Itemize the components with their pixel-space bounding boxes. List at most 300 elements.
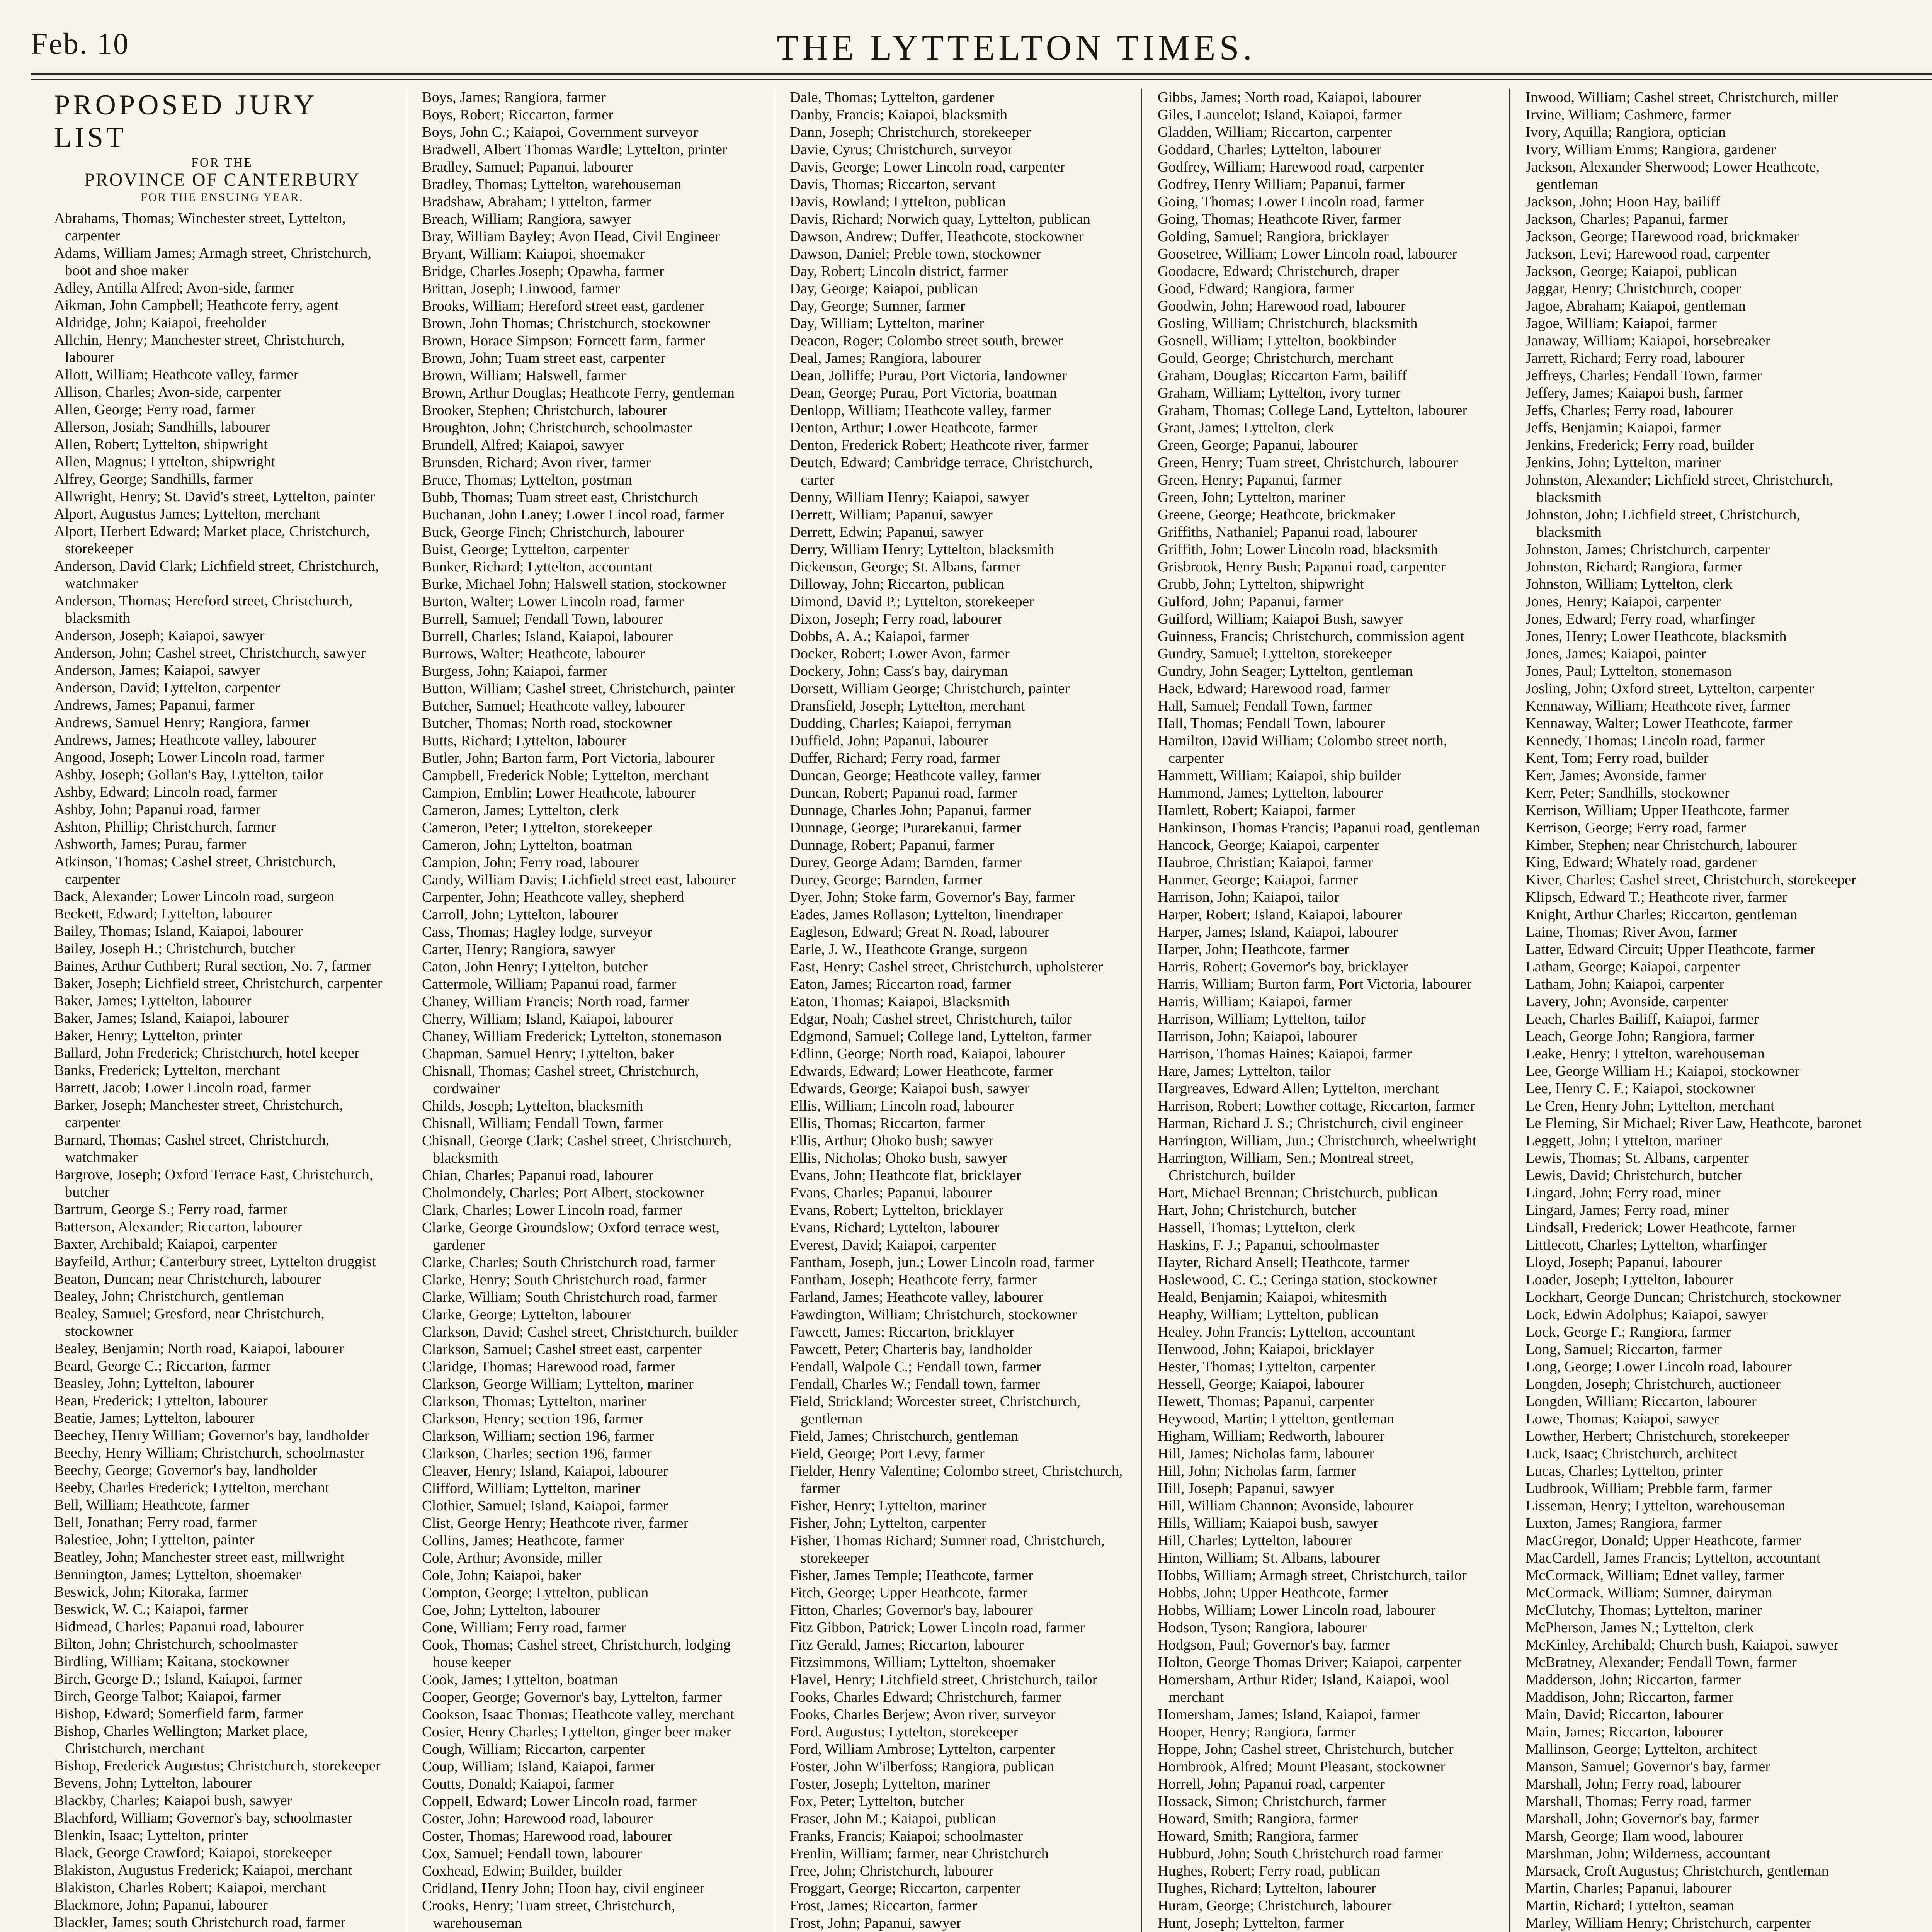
jury-entry: Graham, Thomas; College Land, Lyttelton, labourer bbox=[1158, 402, 1468, 418]
jury-entry: Earle, J. W., Heathcote Grange, surgeon bbox=[790, 941, 1028, 957]
jury-entry: Hankinson, Thomas Francis; Papanui road, gentleman bbox=[1158, 820, 1480, 836]
jury-entry: Cook, James; Lyttelton, boatman bbox=[422, 1672, 618, 1688]
jury-entry: Brundell, Alfred; Kaiapoi, sawyer bbox=[422, 437, 624, 453]
jury-entry: Ellis, Arthur; Ohoko bush; sawyer bbox=[790, 1133, 994, 1149]
jury-entry: Black, George Crawford; Kaiapoi, storekeeper bbox=[54, 1845, 332, 1861]
jury-entry: Chisnall, Thomas; Cashel street, Christchurch, cordwainer bbox=[422, 1063, 699, 1097]
entries-column-5 bbox=[1526, 89, 1862, 1932]
jury-entry: Ashby, Edward; Lincoln road, farmer bbox=[54, 784, 277, 800]
jury-entry: Hughes, Robert; Ferry road, publican bbox=[1158, 1863, 1380, 1879]
jury-entry: Jackson, John; Hoon Hay, bailiff bbox=[1526, 194, 1720, 210]
issue-date: Feb. 10 bbox=[31, 27, 129, 60]
jury-entry: Leach, Charles Bailiff, Kaiapoi, farmer bbox=[1526, 1011, 1759, 1027]
jury-entry: Edgmond, Samuel; College land, Lyttelton, farmer bbox=[790, 1028, 1092, 1044]
jury-entry: Goodacre, Edward; Christchurch, draper bbox=[1158, 263, 1400, 279]
jury-entry: Bunker, Richard; Lyttelton, accountant bbox=[422, 559, 653, 575]
jury-entry: Hill, Charles; Lyttelton, labourer bbox=[1158, 1532, 1352, 1549]
jury-entry: Cameron, John; Lyttelton, boatman bbox=[422, 837, 633, 853]
jury-entry: Davis, Rowland; Lyttelton, publican bbox=[790, 194, 1006, 210]
jury-entry: Manson, Samuel; Governor's bay, farmer bbox=[1526, 1759, 1770, 1775]
jury-entry: Harrison, Thomas Haines; Kaiapoi, farmer bbox=[1158, 1046, 1412, 1062]
jury-entry: Fooks, Charles Edward; Christchurch, farmer bbox=[790, 1689, 1061, 1705]
jury-entry: Jones, Henry; Kaiapoi, carpenter bbox=[1526, 594, 1721, 610]
jury-entry: Hobbs, William; Lower Lincoln road, labourer bbox=[1158, 1602, 1436, 1618]
jury-entry: Bargrove, Joseph; Oxford Terrace East, Christchurch, butcher bbox=[54, 1167, 373, 1200]
jury-entry: Jackson, George; Harewood road, brickmaker bbox=[1526, 228, 1799, 245]
jury-entry: Irvine, William; Cashmere, farmer bbox=[1526, 107, 1731, 123]
jury-entry: Hill, James; Nicholas farm, labourer bbox=[1158, 1446, 1374, 1462]
jury-entry: Broughton, John; Christchurch, schoolmaster bbox=[422, 420, 692, 436]
jury-entry: Campion, Emblin; Lower Heathcote, labourer bbox=[422, 785, 696, 801]
jury-entry: Jenkins, Frederick; Ferry road, builder bbox=[1526, 437, 1755, 453]
jury-entry: Clist, George Henry; Heathcote river, farmer bbox=[422, 1515, 689, 1531]
jury-entry: Hodson, Tyson; Rangiora, labourer bbox=[1158, 1619, 1367, 1636]
jury-entry: Cridland, Henry John; Hoon hay, civil engineer bbox=[422, 1880, 704, 1896]
jury-entry: Everest, David; Kaiapoi, carpenter bbox=[790, 1237, 996, 1253]
jury-entry: Harrison, John; Kaiapoi, tailor bbox=[1158, 889, 1339, 905]
jury-entry: Duffield, John; Papanui, labourer bbox=[790, 733, 988, 749]
jury-entry: Clark, Charles; Lower Lincoln road, farmer bbox=[422, 1202, 682, 1218]
jury-entry: Baker, Henry; Lyttelton, printer bbox=[54, 1027, 243, 1044]
jury-entry: Hare, James; Lyttelton, tailor bbox=[1158, 1063, 1331, 1079]
jury-entry: Edwards, George; Kaiapoi bush, sawyer bbox=[790, 1080, 1029, 1097]
jury-entry: Bilton, John; Christchurch, schoolmaster bbox=[54, 1636, 298, 1652]
jury-entry: Hart, Michael Brennan; Christchurch, publican bbox=[1158, 1185, 1438, 1201]
jury-entry: Chisnall, William; Fendall Town, farmer bbox=[422, 1115, 664, 1131]
jury-entry: Le Cren, Henry John; Lyttelton, merchant bbox=[1526, 1098, 1775, 1114]
jury-entry: Boys, James; Rangiora, farmer bbox=[422, 89, 606, 105]
jury-entry: Anderson, James; Kaiapoi, sawyer bbox=[54, 662, 260, 679]
list-title: PROPOSED JURY LIST bbox=[54, 89, 317, 153]
jury-entry: Bailey, Thomas; Island, Kaiapoi, labourer bbox=[54, 923, 303, 939]
jury-entry: Longden, William; Riccarton, labourer bbox=[1526, 1393, 1757, 1410]
jury-entry: Fraser, John M.; Kaiapoi, publican bbox=[790, 1811, 997, 1827]
jury-entry: Dunnage, George; Purarekanui, farmer bbox=[790, 820, 1022, 836]
jury-entry: Clarkson, George William; Lyttelton, mariner bbox=[422, 1376, 694, 1392]
jury-entry: Barrett, Jacob; Lower Lincoln road, farmer bbox=[54, 1080, 311, 1096]
jury-entry: Harrison, William; Lyttelton, tailor bbox=[1158, 1011, 1366, 1027]
jury-entry: Kerrison, William; Upper Heathcote, farmer bbox=[1526, 802, 1789, 818]
jury-entry: Hassell, Thomas; Lyttelton, clerk bbox=[1158, 1219, 1355, 1236]
jury-entry: Burgess, John; Kaiapoi, farmer bbox=[422, 663, 607, 679]
jury-entry: Coster, Thomas; Harewood road, labourer bbox=[422, 1828, 672, 1844]
jury-entry: Abrahams, Thomas; Winchester street, Lyttelton, carpenter bbox=[54, 210, 346, 244]
jury-entry: Marsack, Croft Augustus; Christchurch, gentleman bbox=[1526, 1863, 1829, 1879]
jury-entry: Ford, Augustus; Lyttelton, storekeeper bbox=[790, 1724, 1019, 1740]
jury-entry: Goosetree, William; Lower Lincoln road, labourer bbox=[1158, 246, 1457, 262]
list-subtitle: FOR THE bbox=[191, 155, 253, 169]
jury-entry: Heaphy, William; Lyttelton, publican bbox=[1158, 1306, 1379, 1323]
jury-entry: Bidmead, Charles; Papanui road, labourer bbox=[54, 1619, 304, 1635]
jury-entry: Lindsall, Frederick; Lower Heathcote, farmer bbox=[1526, 1219, 1797, 1236]
jury-entry: Field, James; Christchurch, gentleman bbox=[790, 1428, 1019, 1444]
jury-entry: Alport, Herbert Edward; Market place, Christchurch, storekeeper bbox=[54, 523, 370, 557]
jury-entry: Cole, John; Kaiapoi, baker bbox=[422, 1567, 581, 1583]
jury-entry: Marshman, John; Wilderness, accountant bbox=[1526, 1845, 1770, 1862]
jury-entry: Jeffreys, Charles; Fendall Town, farmer bbox=[1526, 367, 1762, 384]
jury-entry: Bray, William Bayley; Avon Head, Civil Engineer bbox=[422, 228, 720, 245]
jury-entry: Harris, Robert; Governor's bay, bricklayer bbox=[1158, 959, 1408, 975]
jury-entry: Compton, George; Lyttelton, publican bbox=[422, 1585, 649, 1601]
jury-entry: McKinley, Archibald; Church bush, Kaiapoi, sawyer bbox=[1526, 1637, 1839, 1653]
jury-entry: Cass, Thomas; Hagley lodge, surveyor bbox=[422, 924, 652, 940]
jury-entry: Free, John; Christchurch, labourer bbox=[790, 1863, 994, 1879]
jury-entry: Hamilton, David William; Colombo street north, carpenter bbox=[1158, 733, 1447, 766]
jury-entry: Holton, George Thomas Driver; Kaiapoi, carpenter bbox=[1158, 1654, 1462, 1670]
jury-entry: Harrison, Robert; Lowther cottage, Riccarton, farmer bbox=[1158, 1098, 1475, 1114]
jury-entry: Barker, Joseph; Manchester street, Christchurch, carpenter bbox=[54, 1097, 343, 1131]
jury-entry: Harman, Richard J. S.; Christchurch, civil engineer bbox=[1158, 1115, 1463, 1131]
jury-entry: Edwards, Edward; Lower Heathcote, farmer bbox=[790, 1063, 1054, 1079]
jury-entry: Gladden, William; Riccarton, carpenter bbox=[1158, 124, 1392, 140]
jury-entry: Luxton, James; Rangiora, farmer bbox=[1526, 1515, 1722, 1531]
jury-entry: Hester, Thomas; Lyttelton, carpenter bbox=[1158, 1359, 1376, 1375]
jury-entry: Fisher, John; Lyttelton, carpenter bbox=[790, 1515, 986, 1531]
jury-entry: Lingard, John; Ferry road, miner bbox=[1526, 1185, 1721, 1201]
jury-entry: Ellis, William; Lincoln road, labourer bbox=[790, 1098, 1014, 1114]
jury-entry: Green, Henry; Papanui, farmer bbox=[1158, 472, 1342, 488]
list-heading bbox=[54, 89, 390, 206]
jury-entry: Beard, George C.; Riccarton, farmer bbox=[54, 1358, 271, 1374]
jury-entry: Brooker, Stephen; Christchurch, labourer bbox=[422, 402, 667, 418]
jury-entry: Derry, William Henry; Lyttelton, blacksmith bbox=[790, 541, 1054, 558]
jury-entry: Deal, James; Rangiora, labourer bbox=[790, 350, 981, 366]
jury-entry: Beswick, John; Kitoraka, farmer bbox=[54, 1584, 248, 1600]
newspaper-title: THE LYTTELTON TIMES. bbox=[777, 28, 1256, 67]
jury-entry: Chaney, William Francis; North road, farmer bbox=[422, 993, 689, 1010]
jury-entry: Foster, John W'ilberfoss; Rangiora, publican bbox=[790, 1759, 1054, 1775]
jury-entry: Eades, James Rollason; Lyttelton, linendraper bbox=[790, 906, 1063, 923]
jury-entry: Boys, Robert; Riccarton, farmer bbox=[422, 107, 614, 123]
jury-entry: Haubroe, Christian; Kaiapoi, farmer bbox=[1158, 854, 1373, 871]
jury-entry: Derrett, William; Papanui, sawyer bbox=[790, 507, 993, 523]
jury-entry: Buck, George Finch; Christchurch, labourer bbox=[422, 524, 684, 540]
jury-entry: Lock, George F.; Rangiora, farmer bbox=[1526, 1324, 1731, 1340]
jury-entry: Fawcett, Peter; Charteris bay, landholder bbox=[790, 1341, 1033, 1357]
jury-entry: Ford, William Ambrose; Lyttelton, carpenter bbox=[790, 1741, 1055, 1757]
jury-entry: Dobbs, A. A.; Kaiapoi, farmer bbox=[790, 628, 969, 645]
jury-entry: Beswick, W. C.; Kaiapoi, farmer bbox=[54, 1601, 248, 1617]
jury-entry: Brown, Arthur Douglas; Heathcote Ferry, gentleman bbox=[422, 385, 735, 401]
jury-entry: McBratney, Alexander; Fendall Town, farmer bbox=[1526, 1654, 1797, 1670]
jury-entry: Hall, Samuel; Fendall Town, farmer bbox=[1158, 698, 1372, 714]
jury-entry: Lockhart, George Duncan; Christchurch, stockowner bbox=[1526, 1289, 1841, 1305]
jury-entry: Higham, William; Redworth, labourer bbox=[1158, 1428, 1384, 1444]
jury-entry: Lowther, Herbert; Christchurch, storekeeper bbox=[1526, 1428, 1789, 1444]
jury-entry: Lloyd, Joseph; Papanui, labourer bbox=[1526, 1254, 1722, 1270]
jury-entry: Cole, Arthur; Avonside, miller bbox=[422, 1550, 602, 1566]
jury-entry: Ashby, Joseph; Gollan's Bay, Lyttelton, tailor bbox=[54, 767, 324, 783]
jury-entry: Anderson, Joseph; Kaiapoi, sawyer bbox=[54, 628, 265, 644]
jury-entry: Cosier, Henry Charles; Lyttelton, ginger beer maker bbox=[422, 1724, 731, 1740]
jury-entry: Marley, William Henry; Christchurch, carpenter bbox=[1526, 1915, 1811, 1931]
jury-entry: Clifford, William; Lyttelton, mariner bbox=[422, 1480, 640, 1497]
jury-entry: Beeby, Charles Frederick; Lyttelton, merchant bbox=[54, 1480, 329, 1496]
jury-entry: Fendall, Charles W.; Fendall town, farmer bbox=[790, 1376, 1040, 1392]
jury-entry: Fooks, Charles Berjew; Avon river, surveyor bbox=[790, 1706, 1056, 1723]
jury-entry: Going, Thomas; Lower Lincoln road, farmer bbox=[1158, 194, 1424, 210]
jury-entry: Harris, William; Kaiapoi, farmer bbox=[1158, 993, 1352, 1010]
jury-entry: Cooper, George; Governor's bay, Lyttelton, farmer bbox=[422, 1689, 722, 1705]
jury-entry: Kerr, Peter; Sandhills, stockowner bbox=[1526, 785, 1730, 801]
jury-entry: Buchanan, John Laney; Lower Lincol road, farmer bbox=[422, 507, 724, 523]
jury-entry: Campbell, Frederick Noble; Lyttelton, merchant bbox=[422, 767, 709, 784]
jury-entry: Hubburd, John; South Christchurch road farmer bbox=[1158, 1845, 1443, 1862]
jury-entry: Hinton, William; St. Albans, labourer bbox=[1158, 1550, 1381, 1566]
jury-entry: Kerrison, George; Ferry road, farmer bbox=[1526, 820, 1746, 836]
jury-entry: Derrett, Edwin; Papanui, sawyer bbox=[790, 524, 984, 540]
jury-entry: Cattermole, William; Papanui road, farmer bbox=[422, 976, 677, 992]
jury-entry: Alfrey, George; Sandhills, farmer bbox=[54, 471, 253, 487]
jury-entry: Eagleson, Edward; Great N. Road, labourer bbox=[790, 924, 1049, 940]
jury-entry: Inwood, William; Cashel street, Christchurch, miller bbox=[1526, 89, 1838, 105]
column-2 bbox=[406, 89, 774, 1932]
jury-entry: Jarrett, Richard; Ferry road, labourer bbox=[1526, 350, 1745, 366]
jury-entry: Dransfield, Joseph; Lyttelton, merchant bbox=[790, 698, 1025, 714]
column-4 bbox=[1142, 89, 1510, 1932]
jury-entry: Chian, Charles; Papanui road, labourer bbox=[422, 1167, 653, 1184]
jury-entry: Birdling, William; Kaitana, stockowner bbox=[54, 1653, 289, 1670]
jury-entry: Fantham, Joseph, jun.; Lower Lincoln road, farmer bbox=[790, 1254, 1094, 1270]
jury-entry: Cameron, James; Lyttelton, clerk bbox=[422, 802, 619, 818]
jury-entry: Lewis, Thomas; St. Albans, carpenter bbox=[1526, 1150, 1749, 1166]
jury-entry: MacCardell, James Francis; Lyttelton, accountant bbox=[1526, 1550, 1821, 1566]
jury-entry: Goddard, Charles; Lyttelton, labourer bbox=[1158, 141, 1381, 158]
jury-entry: Jenkins, John; Lyttelton, mariner bbox=[1526, 454, 1721, 471]
jury-entry: Grant, James; Lyttelton, clerk bbox=[1158, 420, 1334, 436]
jury-entry: Butcher, Samuel; Heathcote valley, labourer bbox=[422, 698, 685, 714]
jury-entry: Barnard, Thomas; Cashel street, Christchurch, watchmaker bbox=[54, 1132, 330, 1165]
jury-entry: Lee, Henry C. F.; Kaiapoi, stockowner bbox=[1526, 1080, 1755, 1097]
jury-entry: Butler, John; Barton farm, Port Victoria, labourer bbox=[422, 750, 715, 766]
jury-entry: Aikman, John Campbell; Heathcote ferry, agent bbox=[54, 297, 339, 313]
jury-entry: Dudding, Charles; Kaiapoi, ferryman bbox=[790, 715, 1012, 731]
jury-entry: Coster, John; Harewood road, labourer bbox=[422, 1811, 653, 1827]
jury-entry: Kerr, James; Avonside, farmer bbox=[1526, 767, 1706, 784]
jury-entry: Leggett, John; Lyttelton, mariner bbox=[1526, 1133, 1722, 1149]
jury-entry: Hack, Edward; Harewood road, farmer bbox=[1158, 680, 1390, 697]
jury-entry: Hanmer, George; Kaiapoi, farmer bbox=[1158, 872, 1358, 888]
jury-entry: Hill, William Channon; Avonside, labourer bbox=[1158, 1498, 1414, 1514]
jury-entry: Heald, Benjamin; Kaiapoi, whitesmith bbox=[1158, 1289, 1387, 1305]
jury-entry: Anderson, David; Lyttelton, carpenter bbox=[54, 680, 280, 696]
jury-entry: Allchin, Henry; Manchester street, Christchurch, labourer bbox=[54, 332, 345, 366]
jury-entry: Lee, George William H.; Kaiapoi, stockowner bbox=[1526, 1063, 1800, 1079]
jury-entry: Marshall, John; Governor's bay, farmer bbox=[1526, 1811, 1759, 1827]
masthead-rule bbox=[31, 73, 1932, 75]
jury-entry: Long, Samuel; Riccarton, farmer bbox=[1526, 1341, 1722, 1357]
jury-entry: Beckett, Edward; Lyttelton, labourer bbox=[54, 906, 272, 922]
column-1 bbox=[39, 89, 406, 1932]
jury-entry: Janaway, William; Kaiapoi, horsebreaker bbox=[1526, 333, 1770, 349]
jury-entry: Marshall, Thomas; Ferry road, farmer bbox=[1526, 1793, 1751, 1810]
jury-entry: Eaton, James; Riccarton road, farmer bbox=[790, 976, 1011, 992]
jury-entry: Baker, James; Island, Kaiapoi, labourer bbox=[54, 1010, 289, 1026]
jury-entry: Allwright, Henry; St. David's street, Lyttelton, painter bbox=[54, 488, 375, 505]
jury-entry: Collins, James; Heathcote, farmer bbox=[422, 1532, 624, 1549]
jury-entry: Bradley, Samuel; Papanui, labourer bbox=[422, 159, 633, 175]
jury-entry: Bridge, Charles Joseph; Opawha, farmer bbox=[422, 263, 664, 279]
jury-entry: Klipsch, Edward T.; Heathcote river, farmer bbox=[1526, 889, 1787, 905]
jury-entry: Leach, George John; Rangiora, farmer bbox=[1526, 1028, 1754, 1044]
jury-entry: Latham, John; Kaiapoi, carpenter bbox=[1526, 976, 1725, 992]
jury-entry: Harper, John; Heathcote, farmer bbox=[1158, 941, 1349, 957]
jury-entry: Bruce, Thomas; Lyttelton, postman bbox=[422, 472, 632, 488]
jury-entry: Latham, George; Kaiapoi, carpenter bbox=[1526, 959, 1740, 975]
jury-entry: Gould, George; Christchurch, merchant bbox=[1158, 350, 1393, 366]
jury-entry: Clothier, Samuel; Island, Kaiapoi, farmer bbox=[422, 1498, 668, 1514]
jury-entry: Gulford, John; Papanui, farmer bbox=[1158, 594, 1344, 610]
jury-entry: Main, David; Riccarton, labourer bbox=[1526, 1706, 1724, 1723]
jury-entry: Claridge, Thomas; Harewood road, farmer bbox=[422, 1359, 675, 1375]
jury-entry: Duncan, George; Heathcote valley, farmer bbox=[790, 767, 1041, 784]
jury-entry: Lock, Edwin Adolphus; Kaiapoi, sawyer bbox=[1526, 1306, 1768, 1323]
jury-entry: Crooks, Henry; Tuam street, Christchurch, warehouseman bbox=[422, 1898, 675, 1931]
jury-entry: Fitzsimmons, William; Lyttelton, shoemaker bbox=[790, 1654, 1056, 1670]
jury-entry: Back, Alexander; Lower Lincoln road, surgeon bbox=[54, 888, 335, 905]
jury-entry: Frenlin, William; farmer, near Christchurch bbox=[790, 1845, 1049, 1862]
jury-entry: Clarkson, Samuel; Cashel street east, carpenter bbox=[422, 1341, 702, 1357]
jury-entry: Davis, Richard; Norwich quay, Lyttelton, publican bbox=[790, 211, 1091, 227]
jury-entry: Ellis, Nicholas; Ohoko bush, sawyer bbox=[790, 1150, 1007, 1166]
jury-entry: Haskins, F. J.; Papanui, schoolmaster bbox=[1158, 1237, 1379, 1253]
jury-entry: Marsh, George; Ilam wood, labourer bbox=[1526, 1828, 1743, 1844]
jury-entry: Goodwin, John; Harewood road, labourer bbox=[1158, 298, 1406, 314]
jury-entry: Griffith, John; Lower Lincoln road, blacksmith bbox=[1158, 541, 1438, 558]
jury-entry: Bradwell, Albert Thomas Wardle; Lyttelton, printer bbox=[422, 141, 727, 158]
column-3 bbox=[774, 89, 1142, 1932]
jury-entry: Anderson, John; Cashel street, Christchurch, sawyer bbox=[54, 645, 366, 661]
jury-entry: Burrows, Walter; Heathcote, labourer bbox=[422, 646, 645, 662]
jury-entry: Jeffery, James; Kaiapoi bush, farmer bbox=[1526, 385, 1743, 401]
jury-entry: Frost, John; Papanui, sawyer bbox=[790, 1915, 961, 1931]
jury-entry: Flavel, Henry; Litchfield street, Christchurch, tailor bbox=[790, 1672, 1097, 1688]
jury-entry: Beaton, Duncan; near Christchurch, labourer bbox=[54, 1271, 321, 1287]
jury-entry: Davie, Cyrus; Christchurch, surveyor bbox=[790, 141, 1013, 158]
jury-entry: Jones, James; Kaiapoi, painter bbox=[1526, 646, 1706, 662]
jury-entry: Burrell, Samuel; Fendall Town, labourer bbox=[422, 611, 663, 627]
jury-entry: Hall, Thomas; Fendall Town, labourer bbox=[1158, 715, 1385, 731]
jury-entry: Bayfeild, Arthur; Canterbury street, Lyttelton druggist bbox=[54, 1253, 376, 1270]
jury-entry: Atkinson, Thomas; Cashel street, Christchurch, carpenter bbox=[54, 854, 336, 887]
jury-entry: Bishop, Edward; Somerfield farm, farmer bbox=[54, 1706, 303, 1722]
jury-entry: Baker, James; Lyttelton, labourer bbox=[54, 993, 252, 1009]
jury-entry: King, Edward; Whately road, gardener bbox=[1526, 854, 1757, 871]
jury-entry: Clarkson, Thomas; Lyttelton, mariner bbox=[422, 1393, 646, 1410]
jury-entry: Knight, Arthur Charles; Riccarton, gentleman bbox=[1526, 906, 1798, 923]
jury-entry: Banks, Frederick; Lyttelton, merchant bbox=[54, 1062, 280, 1078]
jury-entry: Butcher, Thomas; North road, stockowner bbox=[422, 715, 672, 731]
jury-entry: Burke, Michael John; Halswell station, stockowner bbox=[422, 576, 727, 592]
jury-entry: Allen, George; Ferry road, farmer bbox=[54, 401, 255, 418]
jury-entry: Hunt, Joseph; Lyttelton, farmer bbox=[1158, 1915, 1344, 1931]
jury-entry: Andrews, Samuel Henry; Rangiora, farmer bbox=[54, 714, 310, 731]
jury-entry: Ballard, John Frederick; Christchurch, hotel keeper bbox=[54, 1045, 360, 1061]
jury-entry: Denlopp, William; Heathcote valley, farmer bbox=[790, 402, 1051, 418]
jury-entry: Harrington, William, Sen.; Montreal street, Christchurch, builder bbox=[1158, 1150, 1414, 1184]
jury-entry: Clarke, George Groundslow; Oxford terrace west, gardener bbox=[422, 1219, 720, 1253]
jury-entry: Day, George; Sumner, farmer bbox=[790, 298, 965, 314]
jury-entry: Day, George; Kaiapoi, publican bbox=[790, 281, 978, 297]
jury-entry: Cameron, Peter; Lyttelton, storekeeper bbox=[422, 820, 652, 836]
jury-entry: Coppell, Edward; Lower Lincoln road, farmer bbox=[422, 1793, 697, 1810]
jury-entry: Fitton, Charles; Governor's bay, labourer bbox=[790, 1602, 1033, 1618]
jury-entry: Horrell, John; Papanui road, carpenter bbox=[1158, 1776, 1385, 1792]
jury-entry: Laine, Thomas; River Avon, farmer bbox=[1526, 924, 1738, 940]
jury-entry: Madderson, John; Riccarton, farmer bbox=[1526, 1672, 1741, 1688]
jury-entry: Bell, William; Heathcote, farmer bbox=[54, 1497, 250, 1513]
jury-entry: Evans, John; Heathcote flat, bricklayer bbox=[790, 1167, 1021, 1184]
jury-entry: Clarke, George; Lyttelton, labourer bbox=[422, 1306, 631, 1323]
jury-entry: Johnston, Alexander; Lichfield street, Christchurch, blacksmith bbox=[1526, 472, 1833, 505]
jury-entry: Long, George; Lower Lincoln road, labourer bbox=[1526, 1359, 1792, 1375]
jury-entry: Breach, William; Rangiora, sawyer bbox=[422, 211, 631, 227]
jury-entry: Hargreaves, Edward Allen; Lyttelton, merchant bbox=[1158, 1080, 1439, 1097]
jury-entry: Blakiston, Augustus Frederick; Kaiapoi, merchant bbox=[54, 1862, 352, 1878]
jury-entry: Deutch, Edward; Cambridge terrace, Christchurch, carter bbox=[790, 454, 1093, 488]
jury-entry: Hoppe, John; Cashel street, Christchurch, butcher bbox=[1158, 1741, 1454, 1757]
jury-entry: Green, John; Lyttelton, mariner bbox=[1158, 489, 1345, 505]
jury-entry: Dixon, Joseph; Ferry road, labourer bbox=[790, 611, 1002, 627]
jury-entry: Jackson, Levi; Harewood road, carpenter bbox=[1526, 246, 1770, 262]
jury-entry: Green, George; Papanui, labourer bbox=[1158, 437, 1358, 453]
jury-entry: Graham, William; Lyttelton, ivory turner bbox=[1158, 385, 1401, 401]
list-year: FOR THE ENSUING YEAR. bbox=[141, 191, 304, 204]
jury-entry: Cook, Thomas; Cashel street, Christchurch, lodging house keeper bbox=[422, 1637, 731, 1670]
jury-entry: Fitch, George; Upper Heathcote, farmer bbox=[790, 1585, 1028, 1601]
jury-entry: Hart, John; Christchurch, butcher bbox=[1158, 1202, 1357, 1218]
jury-entry: Evans, Richard; Lyttelton, labourer bbox=[790, 1219, 1000, 1236]
jury-entry: Johnston, James; Christchurch, carpenter bbox=[1526, 541, 1770, 558]
jury-entry: Frost, James; Riccarton, farmer bbox=[790, 1898, 977, 1914]
jury-entry: Allen, Robert; Lyttelton, shipwright bbox=[54, 436, 268, 452]
jury-entry: Clarke, William; South Christchurch road, farmer bbox=[422, 1289, 718, 1305]
jury-entry: Dale, Thomas; Lyttelton, gardener bbox=[790, 89, 994, 105]
jury-entry: Hill, John; Nicholas farm, farmer bbox=[1158, 1463, 1356, 1479]
jury-entry: Harper, Robert; Island, Kaiapoi, labourer bbox=[1158, 906, 1402, 923]
jury-entry: Adams, William James; Armagh street, Christchurch, boot and shoe maker bbox=[54, 245, 372, 279]
jury-entry: Bishop, Frederick Augustus; Christchurch, storekeeper bbox=[54, 1758, 381, 1774]
jury-entry: Bryant, William; Kaiapoi, shoemaker bbox=[422, 246, 645, 262]
jury-entry: Jones, Henry; Lower Heathcote, blacksmith bbox=[1526, 628, 1787, 645]
jury-entry: Jeffs, Benjamin; Kaiapoi, farmer bbox=[1526, 420, 1721, 436]
jury-entry: Bennington, James; Lyttelton, shoemaker bbox=[54, 1566, 301, 1583]
jury-entry: Lavery, John; Avonside, carpenter bbox=[1526, 993, 1728, 1010]
jury-entry: Marshall, John; Ferry road, labourer bbox=[1526, 1776, 1742, 1792]
jury-entry: Baker, Joseph; Lichfield street, Christchurch, carpenter bbox=[54, 975, 383, 992]
jury-entry: Deacon, Roger; Colombo street south, brewer bbox=[790, 333, 1063, 349]
jury-entry: Clarke, Charles; South Christchurch road, farmer bbox=[422, 1254, 715, 1270]
jury-entry: Martin, Charles; Papanui, labourer bbox=[1526, 1880, 1732, 1896]
jury-entry: McCormack, William; Ednet valley, farmer bbox=[1526, 1567, 1784, 1583]
jury-entry: Hammond, James; Lyttelton, labourer bbox=[1158, 785, 1383, 801]
jury-entry: Homersham, James; Island, Kaiapoi, farmer bbox=[1158, 1706, 1420, 1723]
jury-entry: Dunnage, Robert; Papanui, farmer bbox=[790, 837, 995, 853]
jury-entry: Brooks, William; Hereford street east, gardener bbox=[422, 298, 704, 314]
jury-entry: Littlecott, Charles; Lyttelton, wharfinger bbox=[1526, 1237, 1767, 1253]
jury-entry: Johnston, John; Lichfield street, Christchurch, blacksmith bbox=[1526, 507, 1801, 540]
jury-entry: Davis, Thomas; Riccarton, servant bbox=[790, 176, 996, 192]
jury-entry: East, Henry; Cashel street, Christchurch, upholsterer bbox=[790, 959, 1103, 975]
jury-entry: Gosnell, William; Lyttelton, bookbinder bbox=[1158, 333, 1396, 349]
jury-entry: Evans, Robert; Lyttelton, bricklayer bbox=[790, 1202, 1003, 1218]
jury-entry: Froggart, George; Riccarton, carpenter bbox=[790, 1880, 1020, 1896]
jury-entry: Mallinson, George; Lyttelton, architect bbox=[1526, 1741, 1757, 1757]
jury-entry: Clarkson, Henry; section 196, farmer bbox=[422, 1411, 644, 1427]
jury-entry: Dean, Jolliffe; Purau, Port Victoria, landowner bbox=[790, 367, 1067, 384]
jury-entry: Cookson, Isaac Thomas; Heathcote valley, merchant bbox=[422, 1706, 735, 1723]
jury-entry: Greene, George; Heathcote, brickmaker bbox=[1158, 507, 1395, 523]
